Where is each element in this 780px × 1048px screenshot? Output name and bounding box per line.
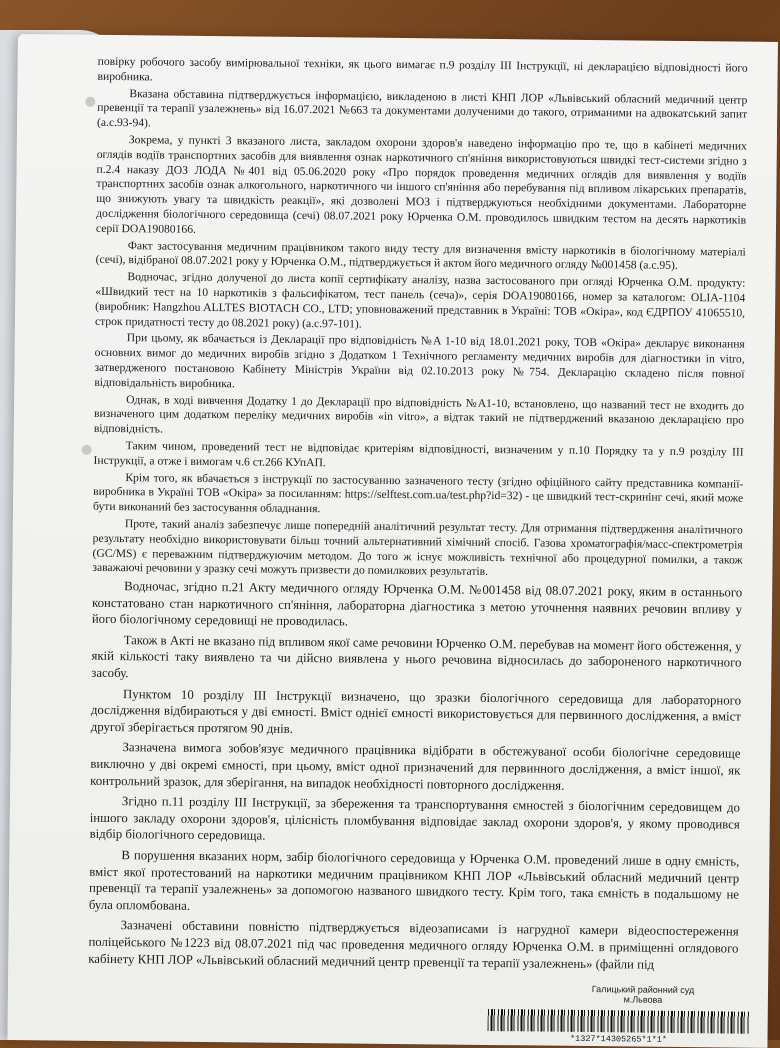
- court-name: Галицький районний суд: [591, 984, 695, 996]
- paragraph: Зазначена вимога зобов'язує медичного працівника відібрати в обстежуваної особи біологічне середовище виключно у дві окремі ємності, при цьому, вміст одної призначений для первинного дослідження, а вміст іншої, як контрольний зразок, для зберігання, на випадок необхідності повторного дослідження.: [90, 740, 741, 793]
- paragraph: Крім того, як вбачається з інструкції по застосуванню зазначеного тесту (згідно офіційного сайту представника компанії-виробника в Україні ТОВ «Окіра» за посиланням: https://selftest.com.ua/test.php?id=32) - це швидкий тест-скринінг сечі, який може бути виконаний без застосування обладнання.: [92, 470, 744, 516]
- paragraph: Згідно п.11 розділу III Інструкції, за збереження та транспортування ємностей з біологічним середовищем до іншого закладу охорони здоров'я, цілісність пломбування відповідає заклад охорони здоров'я, у якому проводився відбір біологічного середовища.: [89, 794, 741, 844]
- paragraph: Також в Акті не вказано під впливом якої саме речовини Юрченко О.М. перебував на момент його обстеження, у якій кількості таку виявлено та чи дійсно виявлена у нього речовина відносилась до забороненого наркотичного засобу.: [91, 633, 742, 681]
- paragraph: Однак, в ході вивчення Додатку 1 до Декларації про відповідність №A1-10, встановлено, що названий тест не входить до визначеного цим додатком переліку медичних виробів «in vitro», а відтак такий не підтверджений вказаною декларацією про відповідність.: [93, 392, 745, 436]
- document-page: [7, 34, 777, 1048]
- barcode-number: *1327*14305265*1*1*: [569, 1033, 668, 1045]
- paragraph: Пунктом 10 розділу III Інструкції визначено, що зразки біологічного середовища для лабораторного дослідження відбираються у дві ємності. Вміст однієї ємності використовується для первинного дослідження, а вміст другої зберігається протягом 90 днів.: [90, 686, 742, 736]
- paragraph: Водночас, згідно долученої до листа копії сертифікату аналізу, назва застосованого при огляді Юрченка О.М. продукту: «Швидкий тест на 10 наркотиків з фальсифікатом, тест панель (сеча)», серія DOA19080166, номер за каталогом: OLIA-1104 (виробник: Hangzhou ALLTES BIOTACH CO., LTD; уповноважений представник в Україні: ТОВ «Окіра», код ЄДРПОУ 41065510, строк придатності тесту до 08.2021 року) (а.с.97-101).: [94, 270, 746, 331]
- paragraph: Факт застосування медичним працівником такого виду тесту для визначення вмісту наркотиків в біологічному матеріалі (сечі), відібраної 08.07.2021 року у Юрченка О.М., підтверджується й актом його медичного огляду №001458 (а.с.95).: [95, 238, 746, 273]
- paragraph: В порушення вказаних норм, забір біологічного середовища у Юрченка О.М. проведений лише в одну ємність, вміст якої протестований на наркотики медичним працівником КНП ЛОР «Львівський обласний медичний центр превенції та терапії узалежнень» за допомогою названого швидкого тесту. Крім того, така ємність в подальшому не була опломбована.: [88, 848, 740, 913]
- paragraph: При цьому, як вбачається із Декларації про відповідність №A 1-10 від 18.01.2021 року, ТОВ «Окіра» декларує виконання основних вимог до медичних виробів згідно з Додатком 1 Технічного регламенту медичних виробів для діагностики in vitro, затвердженого постановою Кабінету Міністрів України від 02.10.2013 року №754. Декларацію складено після повної відповідальність виробника.: [94, 331, 745, 391]
- court-stamp: [528, 983, 758, 1005]
- paragraph: Водночас, згідно п.21 Акту медичного огляду Юрченка О.М. №001458 від 08.07.2021 року, яким в останнього констатовано стан наркотичного сп'яніння, лабораторна діагностика з метою уточнення наявних речовин впливу у його біологічному середовищі не проводилась.: [91, 579, 743, 629]
- paragraph: Проте, такий аналіз забезпечує лише попередній аналітичний результат тесту. Для отримання підтвердження аналітичного результату необхідно використовувати більш точний альтернативний хімічний спосіб. Газова хроматографія/масс-спектрометрія (GC/MS) є переважним підтверджуючим методом. До того ж існує можливість технічної або процедурної помилки, а також заважаючі речовини у зразку сечі можуть призвести до помилкових результатів.: [92, 517, 743, 579]
- barcode: [488, 1009, 750, 1034]
- paragraph: Зазначені обставини повністю підтверджується відеозаписами із нагрудної камери відеоспостереження поліцейського №1223 від 08.07.2021 під час проведення медичного огляду Юрченка О.М. в приміщенні оглядового кабінету КНП ЛОР «Львівський обласний медичний центр превенції та терапії узалежнень» (файли під: [88, 918, 739, 972]
- paragraph: повірку робочого засобу вимірювальної техніки, як цього вимагає п.9 розділу III Інструкції, ні декларацією відповідності його виробника.: [97, 54, 748, 84]
- punch-hole: [85, 97, 95, 107]
- paragraph: Таким чином, проведений тест не відповідає критеріям відповідності, визначеним у п.10 Порядку та у п.9 розділу III Інструкції, а отже і вимогам ч.6 ст.266 КУпАП.: [93, 439, 744, 469]
- paragraph: Зокрема, у пункті 3 вказаного листа, закладом охорони здоров'я наведено інформацію про те, що в кабінеті медичних оглядів водіїв транспортних засобів для виявлення ознак наркотичного сп'яніння використовуються швидкі тест-системи згідно з п.2.4 наказу ДОЗ ЛОДА №401 від 05.06.2020 року «Про порядок проведення медичних оглядів для виявлення у водіїв транспортних засобів ознак алкогольного, наркотичного чи іншого сп'яніння або перебування під впливом лікарських препаратів, що знижують увагу та швидкість реакції», які дозволені МОЗ і підтверджуються необхідними документами. Лабораторне дослідження біологічного середовища (сечі) 08.07.2021 року Юрченка О.М. проводилось швидким тестом на десять наркотиків серії DOA19080166.: [95, 133, 747, 236]
- document-body: [88, 55, 748, 978]
- punch-hole: [82, 445, 92, 455]
- paragraph: Вказана обставина підтверджується інформацією, викладеною в листі КНП ЛОР «Львівський обласний медичний центр превенції та терапії узалежнень» від 16.07.2021 №663 та документами долученими до такого, отриманими на адвокатський запит (а.с.93-94).: [97, 86, 748, 130]
- court-city: м.Львова: [623, 994, 663, 1005]
